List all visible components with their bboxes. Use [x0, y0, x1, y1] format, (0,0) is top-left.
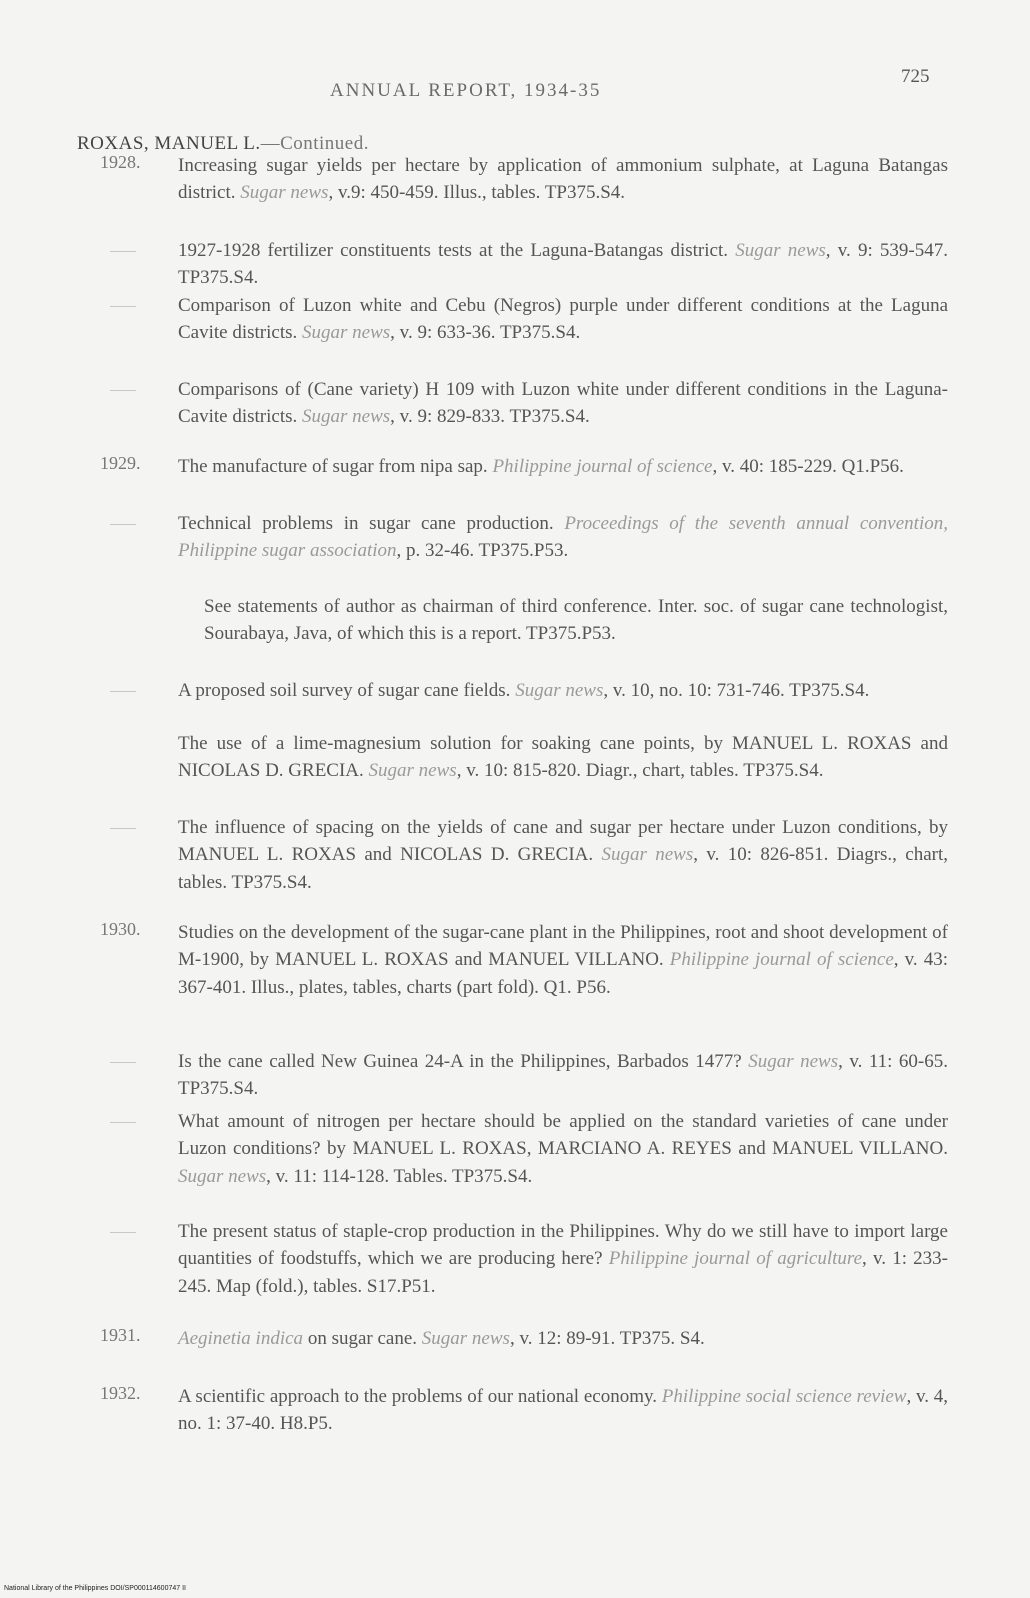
- entry-text: [178, 510, 948, 565]
- entry-text: [178, 814, 948, 896]
- journal-title: Proceedings of the seventh annual convention, Philippine sugar association: [178, 513, 948, 562]
- entry-segment: Comparison of Luzon white and Cebu (Negros) purple under different conditions at the Laguna Cavite districts.: [178, 295, 948, 344]
- footer-credit: National Library of the Philippines DOI/SP000114600747 II: [4, 1585, 186, 1592]
- journal-title: Philippine journal of agriculture: [608, 1248, 863, 1270]
- entry-segment: , p. 32-46. TP375.P53.: [396, 540, 569, 562]
- entry-segment: , v.9: 450-459. Illus., tables. TP375.S4.: [328, 182, 626, 204]
- entry-text: [178, 1383, 948, 1438]
- journal-title: Sugar news: [302, 406, 391, 428]
- entry-text: [178, 677, 948, 704]
- ditto-dash: [110, 306, 136, 307]
- entry-segment: Increasing sugar yields per hectare by application of ammonium sulphate, at Laguna Batangas district.: [178, 155, 948, 204]
- entry-segment: on sugar cane.: [303, 1328, 422, 1349]
- journal-title: Sugar news: [302, 322, 391, 344]
- entry-year: 1930.: [100, 919, 141, 939]
- entry-segment: What amount of nitrogen per hectare should be applied on the standard varieties of cane under Luzon conditions? by MANUEL L. ROXAS, MARCIANO A. REYES and MANUEL VILLANO.: [178, 1111, 948, 1160]
- entry-segment: , v. 43: 367-401. Illus., plates, tables, charts (part fold). Q1. P56.: [178, 949, 949, 998]
- entry-text: [178, 1325, 948, 1352]
- ditto-dash: [110, 1122, 136, 1123]
- entry-segment: , v. 1: 233-245. Map (fold.), tables. S17.P51.: [178, 1248, 948, 1297]
- journal-title: Sugar news: [368, 760, 457, 782]
- journal-title: Sugar news: [178, 1165, 267, 1187]
- entry-text: [178, 376, 948, 431]
- entry-segment: The influence of spacing on the yields of cane and sugar per hectare under Luzon conditions, by MANUEL L. ROXAS and NICOLAS D. GRECIA.: [178, 817, 948, 866]
- entry-segment: , v. 9: 633-36. TP375.S4.: [390, 322, 581, 344]
- entry-segment: , v. 40: 185-229. Q1.P56.: [712, 456, 904, 477]
- entry-text: [204, 593, 948, 648]
- journal-title: Sugar news: [421, 1328, 510, 1349]
- ditto-dash: [110, 691, 136, 692]
- ditto-dash: [110, 524, 136, 525]
- page-number: 725: [901, 66, 930, 87]
- entry-segment: The present status of staple-crop production in the Philippines. Why do we still have to import large quantities of foodstuffs, which we are producing here?: [178, 1221, 948, 1270]
- journal-title: Sugar news: [748, 1051, 839, 1072]
- entry-year: 1931.: [100, 1325, 141, 1345]
- entry-text: [178, 730, 948, 785]
- entry-segment: , v. 10: 815-820. Diagr., chart, tables. TP375.S4.: [456, 760, 824, 782]
- entry-text: [178, 292, 948, 347]
- entry-segment: Studies on the development of the sugar-cane plant in the Philippines, root and shoot development of M-1900, by MANUEL L. ROXAS and MANUEL VILLANO.: [178, 922, 948, 971]
- journal-title: Philippine social science review: [661, 1386, 907, 1407]
- entry-year: 1929.: [100, 453, 141, 473]
- entry-segment: , v. 10: 826-851. Diagrs., chart, tables. TP375.S4.: [178, 844, 948, 893]
- entry-segment: A proposed soil survey of sugar cane fields.: [178, 680, 516, 701]
- journal-title: Philippine journal of science: [492, 456, 713, 477]
- entry-text: [178, 1108, 948, 1190]
- ditto-dash: [110, 251, 136, 252]
- ditto-dash: [110, 828, 136, 829]
- journal-title: Sugar news: [735, 240, 826, 261]
- entry-segment: , v. 4, no. 1: 37-40. H8.P5.: [178, 1386, 948, 1435]
- entry-segment: , v. 12: 89-91. TP375. S4.: [509, 1328, 705, 1349]
- running-header: ANNUAL REPORT, 1934-35: [330, 80, 602, 101]
- continued-label: —Continued.: [260, 133, 369, 154]
- journal-title: Sugar news: [240, 182, 329, 204]
- entry-segment: The use of a lime-magnesium solution for soaking cane points, by MANUEL L. ROXAS and NICOLAS D. GRECIA.: [178, 733, 948, 782]
- entry-segment: , v. 9: 539-547. TP375.S4.: [178, 240, 948, 289]
- entry-segment: The manufacture of sugar from nipa sap.: [178, 456, 493, 477]
- entry-text: [178, 152, 948, 207]
- entry-text: [178, 1218, 948, 1300]
- entry-segment: , v. 11: 60-65. TP375.S4.: [178, 1051, 948, 1100]
- entry-segment: , v. 9: 829-833. TP375.S4.: [390, 406, 590, 428]
- journal-title: Aeginetia indica: [178, 1328, 304, 1349]
- entry-segment: Comparisons of (Cane variety) H 109 with Luzon white under different conditions in the Laguna-Cavite districts.: [178, 379, 948, 428]
- entry-segment: A scientific approach to the problems of our national economy.: [178, 1386, 662, 1407]
- entry-segment: Is the cane called New Guinea 24-A in the Philippines, Barbados 1477?: [178, 1051, 749, 1072]
- entry-text: [178, 453, 948, 480]
- author-name: ROXAS, MANUEL L.: [77, 133, 261, 154]
- entry-text: [178, 919, 948, 1001]
- ditto-dash: [110, 1062, 136, 1063]
- entry-text: [178, 237, 948, 292]
- entry-text: [178, 1048, 948, 1103]
- journal-title: Philippine journal of science: [669, 949, 894, 971]
- entry-year: 1928.: [100, 152, 141, 172]
- ditto-dash: [110, 390, 136, 391]
- journal-title: Sugar news: [601, 844, 694, 866]
- entry-year: 1932.: [100, 1383, 141, 1403]
- entry-segment: Technical problems in sugar cane production.: [178, 513, 565, 534]
- entry-segment: , v. 10, no. 10: 731-746. TP375.S4.: [603, 680, 870, 701]
- entry-segment: 1927-1928 fertilizer constituents tests at the Laguna-Batangas district.: [178, 240, 736, 261]
- ditto-dash: [110, 1232, 136, 1233]
- entry-segment: See statements of author as chairman of third conference. Inter. soc. of sugar cane technologist, Sourabaya, Java, of which this is a report. TP375.P53.: [204, 596, 948, 645]
- entry-segment: , v. 11: 114-128. Tables. TP375.S4.: [266, 1165, 533, 1187]
- journal-title: Sugar news: [515, 680, 604, 701]
